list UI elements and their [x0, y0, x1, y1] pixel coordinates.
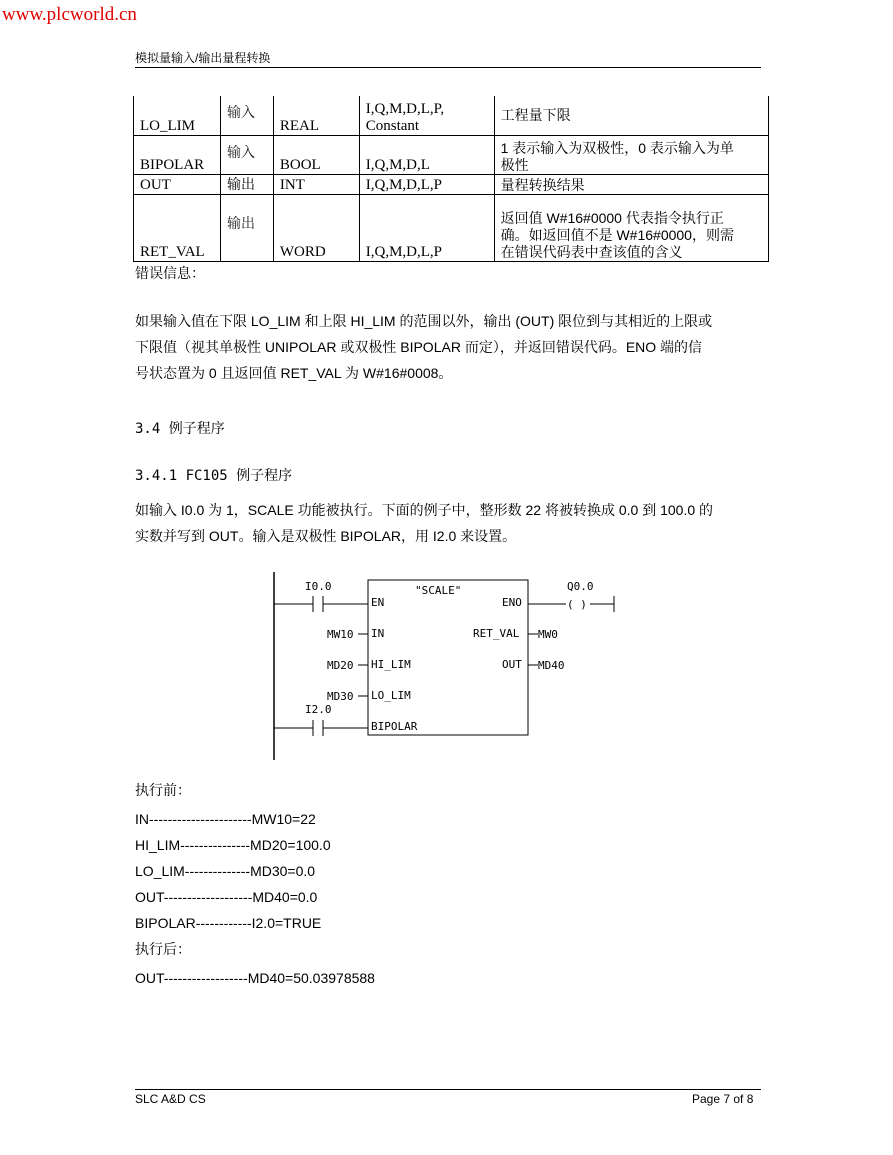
- param-desc: 1 表示输入为双极性，0 表示输入为单 极性: [494, 135, 768, 174]
- param-direction: 输出: [220, 194, 273, 261]
- before-line: LO_LIM--------------MD30=0.0: [135, 863, 316, 879]
- error-label: 错误信息：: [135, 265, 205, 281]
- param-desc: 工程量下限: [494, 96, 768, 135]
- var-mw10: MW10: [327, 628, 354, 641]
- param-area: I,Q,M,D,L,P: [359, 194, 494, 261]
- before-label: 执行前：: [135, 782, 191, 798]
- param-direction: 输入: [220, 135, 273, 174]
- watermark: www.plcworld.cn: [2, 4, 137, 25]
- var-md30: MD30: [327, 690, 354, 703]
- param-desc: 量程转换结果: [494, 174, 768, 194]
- pin-out: OUT: [502, 658, 522, 671]
- contact-i00-label: I0.0: [305, 580, 332, 593]
- param-area: I,Q,M,D,L: [359, 135, 494, 174]
- var-md40: MD40: [538, 659, 565, 672]
- pin-in: IN: [371, 627, 385, 640]
- param-area: I,Q,M,D,L,P: [359, 174, 494, 194]
- pin-eno: ENO: [502, 596, 522, 609]
- coil-q00-label: Q0.0: [567, 580, 594, 593]
- example-paragraph: 如输入 I0.0 为 1，SCALE 功能被执行。下面的例子中，整形数 22 将被转换成 0.0 到 100.0 的 实数并写到 OUT。输入是双极性 BIPOLAR，用 I2.0 来设置。: [135, 502, 714, 544]
- param-name: LO_LIM: [134, 96, 221, 135]
- coil-q00: ( ): [567, 598, 587, 611]
- param-desc: 返回值 W#16#0000 代表指令执行正 确。如返回值不是 W#16#0000，则需 在错误代码表中查该值的含义: [494, 194, 768, 261]
- pin-lo-lim: LO_LIM: [371, 689, 411, 702]
- page-number: Page 7 of 8: [692, 1092, 754, 1106]
- pin-hi-lim: HI_LIM: [371, 658, 411, 671]
- param-direction: 输出: [220, 174, 273, 194]
- error-paragraph: 如果输入值在下限 LO_LIM 和上限 HI_LIM 的范围以外，输出 (OUT) 限位到与其相近的上限或 下限值（视其单极性 UNIPOLAR 或双极性 BIPOLAR 而定），并返回错误代码。ENO 端的信 号状态置为 0 且返回值 RET_VAL 为 W#16#0008。: [135, 313, 713, 381]
- before-line: IN----------------------MW10=22: [135, 811, 316, 827]
- pin-ret-val: RET_VAL: [473, 627, 520, 640]
- page-header-title: 模拟量输入/输出量程转换: [135, 51, 271, 65]
- before-line: BIPOLAR------------I2.0=TRUE: [135, 915, 322, 931]
- param-type: INT: [273, 174, 359, 194]
- footer-rule: [135, 1089, 761, 1090]
- contact-i20-label: I2.0: [305, 703, 332, 716]
- subsection-title: 3.4.1 FC105 例子程序: [135, 468, 293, 484]
- before-line: HI_LIM---------------MD20=100.0: [135, 837, 331, 853]
- param-name: OUT: [134, 174, 221, 194]
- param-name: RET_VAL: [134, 194, 221, 261]
- param-type: BOOL: [273, 135, 359, 174]
- param-type: REAL: [273, 96, 359, 135]
- var-mw0: MW0: [538, 628, 558, 641]
- footer-left: SLC A&D CS: [135, 1092, 206, 1106]
- pin-en: EN: [371, 596, 385, 609]
- var-md20: MD20: [327, 659, 354, 672]
- section-title: 3.4 例子程序: [135, 421, 225, 437]
- block-name: "SCALE": [415, 584, 462, 597]
- pin-bipolar: BIPOLAR: [371, 720, 418, 733]
- before-line: OUT-------------------MD40=0.0: [135, 889, 318, 905]
- param-type: WORD: [273, 194, 359, 261]
- after-line: OUT------------------MD40=50.03978588: [135, 970, 375, 986]
- after-label: 执行后：: [135, 941, 191, 957]
- param-area: I,Q,M,D,L,P, Constant: [359, 96, 494, 135]
- param-name: BIPOLAR: [134, 135, 221, 174]
- param-direction: 输入: [220, 96, 273, 135]
